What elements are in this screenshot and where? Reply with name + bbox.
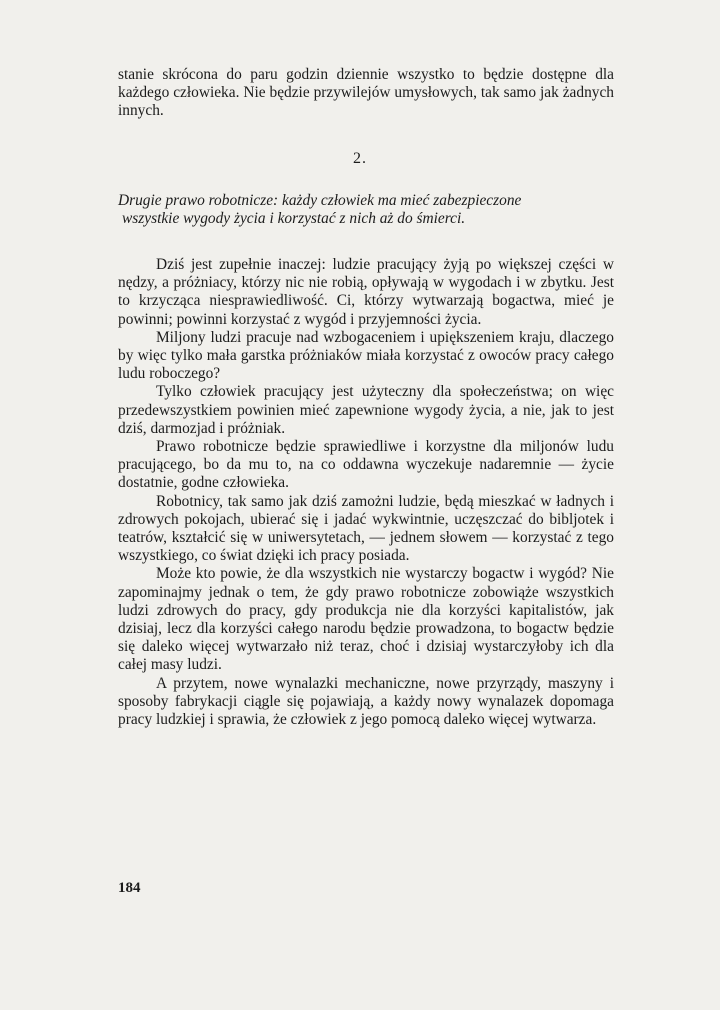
paragraph: Tylko człowiek pracujący jest użyteczny dla społeczeństwa; on więc przedewszystkiem powinien mieć zapewnione wygody życia, a nie, jak to jest dziś, darmozjad i próżniak. (118, 383, 614, 437)
paragraph: Może kto powie, że dla wszystkich nie wystarczy bogactw i wygód? Nie zapominajmy jednak o tem, że gdy prawo robotnicze zobowiąże wszystkich ludzi zdrowych do pracy, gdy produkcja nie dla korzyści kapitalistów, jak dzisiaj, lecz dla korzyści całego narodu będzie prowadzona, to bogactw będzie się daleko więcej wytwarzało niż teraz, choć i dzisiaj wystarczyłoby ich dla całej masy ludzi. (118, 565, 614, 674)
paragraph: A przytem, nowe wynalazki mechaniczne, nowe przyrządy, maszyny i sposoby fabrykacji ciągle się pojawiają, a każdy nowy wynalazek dopomaga pracy ludzkiej i sprawia, że człowiek z jego pomocą daleko więcej wytwarza. (118, 674, 614, 729)
paragraph: Robotnicy, tak samo jak dziś zamożni ludzie, będą mieszkać w ładnych i zdrowych pokojach, ubierać się i jadać wykwintnie, uczęszczać do bibljotek i teatrów, kształcić się w uniwersytetach, — jednem słowem — korzystać z tego wszystkiego, co świat dzięki ich pracy posiada. (118, 492, 614, 565)
intro-paragraph: stanie skrócona do paru godzin dziennie wszystko to będzie dostępne dla każdego człowieka. Nie będzie przywilejów umysłowych, tak samo jak żadnych innych. (118, 66, 614, 120)
section-heading-line-2: wszystkie wygody życia i korzystać z nich aż do śmierci. (122, 210, 466, 228)
intro-paragraph-block (118, 66, 614, 121)
paragraph: Miljony ludzi pracuje nad wzbogaceniem i upiększeniem kraju, dlaczego by więc tylko mała garstka próżniaków miała korzystać z owoców pracy całego ludu roboczego? (118, 328, 614, 383)
page-number: 184 (118, 880, 141, 896)
paragraph: Prawo robotnicze będzie sprawiedliwe i korzystne dla miljonów ludu pracującego, bo da mu to, na co oddawna wyczekuje nadaremnie — życie dostatnie, godne człowieka. (118, 438, 614, 492)
paragraph: Dziś jest zupełnie inaczej: ludzie pracujący żyją po większej części w nędzy, a próżniacy, którzy nic nie robią, opływają w wygodach i w zbytku. Jest to krzycząca niesprawiedliwość. Ci, którzy wytwarzają bogactwa, mieć je powinni; powinni korzystać z wygód i przyjemności życia. (118, 256, 614, 328)
section-heading (118, 192, 614, 229)
section-heading-line-1: Drugie prawo robotnicze: każdy człowiek ma mieć zabezpieczone (118, 192, 522, 209)
body-text (118, 256, 614, 729)
section-number: 2. (353, 150, 367, 167)
